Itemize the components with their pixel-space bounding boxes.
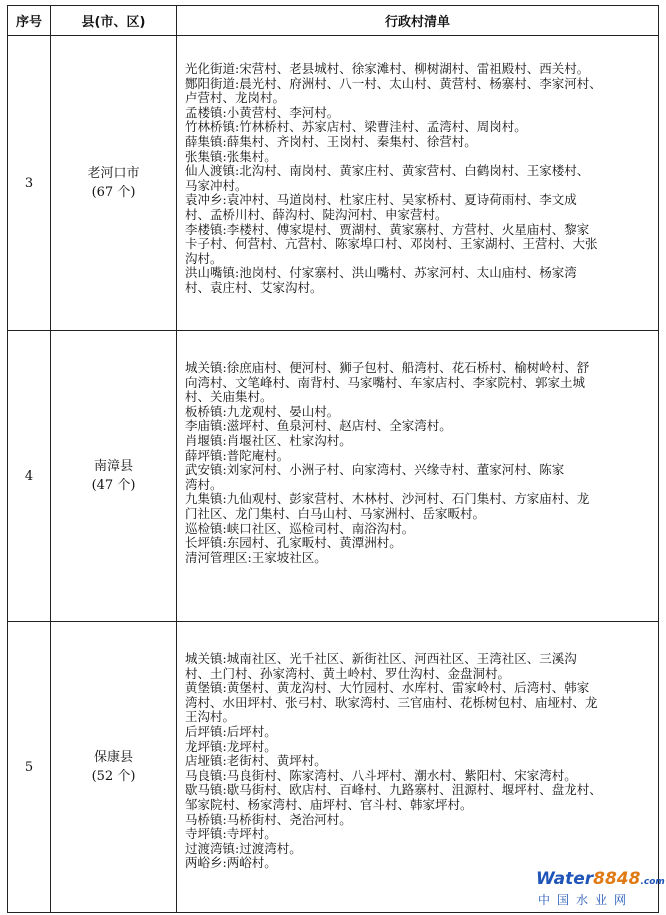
row-serial-number: 4 xyxy=(8,331,51,622)
row-serial-number: 5 xyxy=(8,622,51,913)
watermark-site-name: 中国水业网 xyxy=(538,893,634,907)
village-lines xyxy=(185,622,652,871)
village-list-line: 仙人渡镇:北沟村、南岗村、黄家庄村、黄家营村、白鹤岗村、王家楼村、 xyxy=(185,163,590,179)
village-list-line: 卡子村、何营村、亢营村、陈家埠口村、邓岗村、王家湖村、王营村、大张 xyxy=(185,236,598,252)
village-list-line: 光化街道:宋营村、老县城村、徐家滩村、柳树湖村、雷祖殿村、西关村。 xyxy=(185,61,590,76)
village-list-line: 向湾村、文笔峰村、南背村、马家嘴村、车家店村、李家院村、郭家土城 xyxy=(185,374,586,390)
village-list-line: 过渡湾镇:过渡湾村。 xyxy=(185,840,302,856)
village-list-line: 张集镇:张集村。 xyxy=(185,148,277,164)
header-village-list: 行政村清单 xyxy=(177,6,659,36)
village-list-line: 李楼镇:李楼村、傅家堤村、贾湖村、黄家寨村、方营村、火星庙村、黎家 xyxy=(185,221,590,237)
village-list-line: 王沟村。 xyxy=(185,709,236,725)
village-lines xyxy=(185,36,652,296)
village-list-line: 邹家院村、杨家湾村、庙坪村、官斗村、韩家坪村。 xyxy=(185,796,473,812)
village-list-line: 孟楼镇:小黄营村、李河村。 xyxy=(185,104,340,120)
row-serial-number: 3 xyxy=(8,36,51,331)
village-list-line: 清河管理区:王家坡社区。 xyxy=(185,549,327,565)
village-list-line: 村、土门村、孙家湾村、黄土岭村、罗仕沟村、金盘洞村。 xyxy=(185,665,511,681)
village-list-line: 村、关庙集村。 xyxy=(185,389,273,405)
village-list-line: 歇马镇:歇马街村、欧店村、百峰村、九路寨村、沮源村、堰坪村、盘龙村、 xyxy=(185,782,602,798)
village-list-line: 后坪镇:后坪村。 xyxy=(185,723,277,739)
village-list-line: 巡检镇:峡口社区、巡检司村、南浴沟村。 xyxy=(185,520,415,536)
village-list-line: 板桥镇:九龙观村、晏山村。 xyxy=(185,403,340,419)
village-list-line: 洪山嘴镇:池岗村、付家寨村、洪山嘴村、苏家河村、太山庙村、杨家湾 xyxy=(185,265,577,281)
watermark-logo xyxy=(536,869,665,911)
row-village-list xyxy=(177,36,659,331)
table-row xyxy=(8,331,659,622)
county-name: 老河口市 xyxy=(87,166,140,181)
village-list-line: 马家冲村。 xyxy=(185,177,248,193)
village-list-line: 湾村、水田坪村、张弓村、耿家湾村、三官庙村、花栎树包村、庙垭村、龙 xyxy=(185,694,598,710)
village-list-line: 薛坪镇:普陀庵村。 xyxy=(185,447,290,463)
village-list-line: 李庙镇:滋坪村、鱼泉河村、赵店村、全家湾村。 xyxy=(185,418,452,434)
village-list-line: 武安镇:刘家河村、小洲子村、向家湾村、兴缘寺村、董家河村、陈家 xyxy=(185,462,565,478)
county-count: (67 个) xyxy=(91,185,136,200)
county-count: (52 个) xyxy=(91,769,136,784)
village-list-line: 两峪乡:两峪村。 xyxy=(185,855,277,871)
row-county xyxy=(51,331,177,622)
village-list-line: 村、袁庄村、艾家沟村。 xyxy=(185,279,323,295)
row-county xyxy=(51,622,177,913)
village-list-line: 村、孟桥川村、薛沟村、陡沟河村、申家营村。 xyxy=(185,206,448,222)
village-list-line: 酂阳街道:晨光村、府洲村、八一村、太山村、黄营村、杨寨村、李家河村、 xyxy=(185,75,602,91)
village-list-table xyxy=(7,5,665,913)
village-list-line: 沟村。 xyxy=(185,250,223,266)
row-village-list xyxy=(177,331,659,622)
village-list-line: 黄堡镇:黄堡村、黄龙沟村、大竹园村、水库村、雷家岭村、后湾村、韩家 xyxy=(185,680,590,696)
header-county: 县(市、区) xyxy=(51,6,177,36)
village-list-line: 肖堰镇:肖堰社区、杜家沟村。 xyxy=(185,432,352,448)
village-list-line: 九集镇:九仙观村、彭家营村、木林村、沙河村、石门集村、方家庙村、龙 xyxy=(185,491,590,507)
county-count: (47 个) xyxy=(91,478,136,493)
table-row xyxy=(8,36,659,331)
village-list-line: 店垭镇:老街村、黄坪村。 xyxy=(185,753,327,769)
village-list-line: 城关镇:城南社区、光千社区、新街社区、河西社区、王湾社区、三溪沟 xyxy=(185,651,577,666)
county-name: 南漳县 xyxy=(93,459,133,474)
village-list-line: 龙坪镇:龙坪村。 xyxy=(185,738,277,754)
village-list-line: 薛集镇:薛集村、齐岗村、王岗村、秦集村、徐营村。 xyxy=(185,133,477,149)
village-list-line: 竹林桥镇:竹林桥村、苏家店村、梁曹洼村、孟湾村、周岗村。 xyxy=(185,119,527,135)
village-list-line: 袁冲乡:袁冲村、马道岗村、杜家庄村、吴家桥村、夏诗荷雨村、李文成 xyxy=(185,192,577,208)
watermark-logo-text: Water8848.com xyxy=(536,869,665,889)
row-county xyxy=(51,36,177,331)
village-list-line: 长坪镇:东园村、孔家畈村、黄潭洲村。 xyxy=(185,535,402,551)
village-list-line: 门社区、龙门集村、白马山村、马家洲村、岳家畈村。 xyxy=(185,505,486,521)
county-name: 保康县 xyxy=(93,750,133,765)
village-list-line: 城关镇:徐庶庙村、便河村、狮子包村、船湾村、花石桥村、榆树岭村、舒 xyxy=(185,360,590,375)
village-list-line: 寺坪镇:寺坪村。 xyxy=(185,826,277,842)
village-list-line: 马桥镇:马桥街村、尧治河村。 xyxy=(185,811,352,827)
village-list-line: 卢营村、龙岗村。 xyxy=(185,90,286,106)
village-list-line: 湾村。 xyxy=(185,476,223,492)
village-lines xyxy=(185,331,652,565)
header-serial-number: 序号 xyxy=(8,6,51,36)
header-row xyxy=(8,6,659,36)
village-list-line: 马良镇:马良街村、陈家湾村、八斗坪村、潮水村、紫阳村、宋家湾村。 xyxy=(185,767,577,783)
